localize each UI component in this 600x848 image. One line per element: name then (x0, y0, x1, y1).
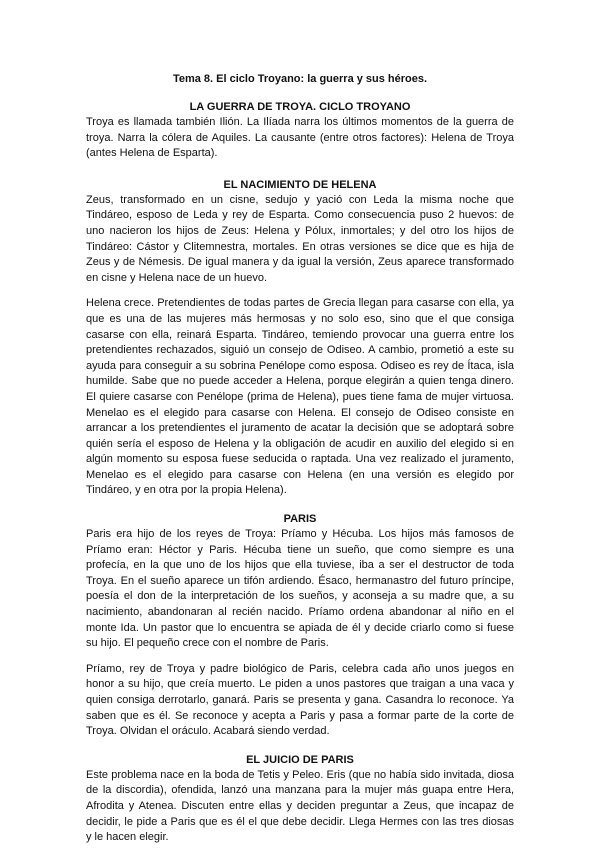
paragraph: Zeus, transformado en un cisne, sedujo y yació con Leda la misma noche que Tindáreo, esposo de Leda y rey de Esparta. Como consecuencia puso 2 huevos: de uno nacieron los hijos de Zeus: Helena y Pólux, inmortales; y del otro los hijos de Tindáreo: Cástor y Clitemnestra, mortales. En otras versiones se dice que es hija de Zeus y de Némesis. De igual manera y da igual la versión, Zeus aparece transformado en cisne y Helena nace de un huevo. (86, 193, 514, 284)
section-heading: EL NACIMIENTO DE HELENA (223, 178, 377, 191)
section-juicio-de-paris (86, 753, 514, 846)
document-title: Tema 8. El ciclo Troyano: la guerra y sus héroes. (172, 73, 428, 85)
section-paris (86, 512, 514, 740)
paragraph: Paris era hijo de los reyes de Troya: Príamo y Hécuba. Los hijos más famosos de Príamo eran: Héctor y Paris. Hécuba tiene un sueño, que como siempre es una profecía, en la que uno de los hijos que ella tuviese, iba a ser el destructor de toda Troya. En el sueño aparece un tifón ardiendo. Ésaco, hermanastro del futuro príncipe, poesía el don de la interpretación de los sueños, y aconseja a su madre que, a su nacimiento, abandonaran al recién nacido. Príamo ordena abandonar al niño en el monte Ida. Un pastor que lo encuentra se apiada de él y decide criarlo como si fuese su hijo. El pequeño crece con el nombre de Paris. (86, 528, 514, 650)
paragraph: Este problema nace en la boda de Tetis y Peleo. Eris (que no había sido invitada, diosa de la discordia), ofendida, lanzó una manzana para la mujer más guapa entre Hera, Afrodita y Atenea. Discuten entre ellas y deciden preguntar a Zeus, que incapaz de decidir, le pide a Paris que es él el que debe decidir. Llega Hermes con las tres diosas y le hacen elegir. (86, 768, 514, 844)
section-guerra-de-troya (86, 100, 514, 162)
paragraph: Príamo, rey de Troya y padre biológico de Paris, celebra cada año unos juegos en honor a su hijo, que creía muerto. Le piden a unos pastores que traigan a una vaca y quien consiga derrotarlo, ganará. Paris se presenta y gana. Casandra lo reconoce. Ya saben que es él. Se reconoce y acepta a Paris y pasa a formar parte de la corte de Troya. Olvidan el oráculo. Acabará siendo verdad. (86, 662, 514, 738)
section-heading: EL JUICIO DE PARIS (246, 753, 354, 766)
section-heading: LA GUERRA DE TROYA. CICLO TROYANO (189, 101, 411, 113)
section-heading: PARIS (283, 513, 317, 526)
section-nacimiento-de-helena (86, 178, 514, 499)
paragraph: Troya es llamada también Ilión. La Ilíada narra los últimos momentos de la guerra de troya. Narra la cólera de Aquiles. La causante (entre otros factores): Helena de Troya (antes Helena de Esparta). (86, 116, 514, 160)
paragraph: Helena crece. Pretendientes de todas partes de Grecia llegan para casarse con ella, ya que es una de las mujeres más hermosas y no solo eso, sino que el que consiga casarse con ella, reinará Esparta. Tindáreo, temiendo provocar una guerra entre los pretendientes rechazados, siguió un consejo de Odiseo. A cambio, prometió a este su ayuda para conseguir a su sobrina Penélope como esposa. Odiseo es rey de Ítaca, isla humilde. Sabe que no puede acceder a Helena, porque elegirán a quien tenga dinero. El quiere casarse con Penélope (prima de Helena), pues tiene fama de mujer virtuosa. Menelao es el elegido para casarse con Helena. El consejo de Odiseo consiste en arrancar a los pretendientes el juramento de acatar la decisión que se adoptará sobre quién sería el esposo de Helena y la obligación de acudir en auxilio del elegido si en algún momento su esposa fuese seducida o raptada. Una vez realizado el juramento, Menelao es el elegido para casarse con Helena (en una versión es elegido por Tindáreo, y en otra por la propia Helena). (86, 297, 514, 497)
